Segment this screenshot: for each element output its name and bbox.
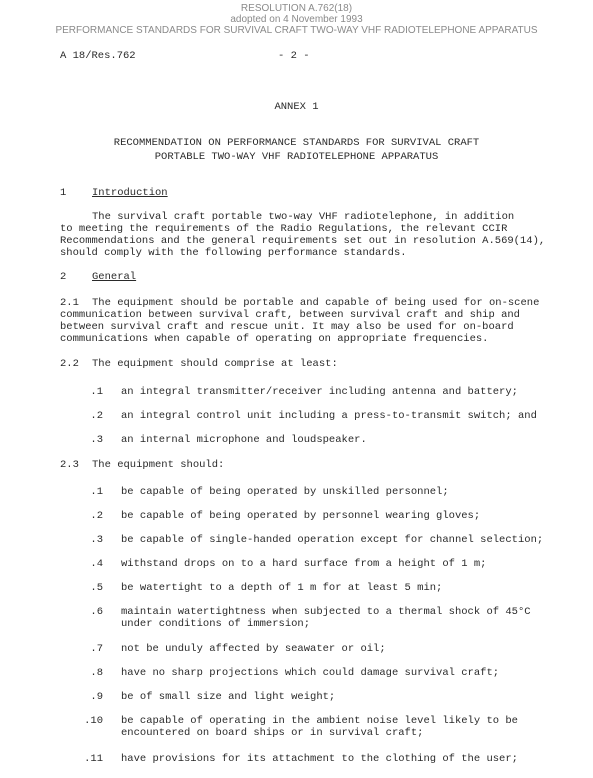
- annex-heading: ANNEX 1: [274, 101, 319, 113]
- para-2-2-number: 2.2: [60, 358, 79, 370]
- list-item: maintain watertightness when subjected to a thermal shock of 45°C: [121, 606, 531, 618]
- list-item: be capable of operating in the ambient noise level likely to be: [121, 715, 518, 727]
- intro-line-1: The survival craft portable two-way VHF radiotelephone, in addition: [92, 211, 515, 223]
- banner-subject: PERFORMANCE STANDARDS FOR SURVIVAL CRAFT TWO-WAY VHF RADIOTELEPHONE APPARATUS: [55, 25, 538, 36]
- page-number: - 2 -: [278, 50, 310, 62]
- list-item: be watertight to a depth of 1 m for at least 5 min;: [121, 582, 443, 594]
- list-item-number: .3: [90, 534, 103, 546]
- title-line-1: RECOMMENDATION ON PERFORMANCE STANDARDS FOR SURVIVAL CRAFT: [113, 137, 480, 149]
- intro-line-3: Recommendations and the general requirements set out in resolution A.569(14),: [60, 235, 546, 247]
- list-item-number: .3: [90, 434, 103, 446]
- list-item: be capable of single-handed operation except for channel selection;: [121, 534, 544, 546]
- list-item-number: .5: [90, 582, 103, 594]
- para-2-1-line-4: communications when capable of operating on appropriate frequencies.: [60, 333, 489, 345]
- list-item: be of small size and light weight;: [121, 691, 336, 703]
- list-item: an integral control unit including a press-to-transmit switch; and: [121, 410, 537, 422]
- intro-line-4: should comply with the following performance standards.: [60, 247, 407, 259]
- para-2-1-line-1: The equipment should be portable and capable of being used for on-scene: [92, 297, 540, 309]
- section-2-heading: General: [92, 271, 137, 283]
- list-item-number: .10: [84, 715, 103, 727]
- list-item-number: .6: [90, 606, 103, 618]
- list-item: an integral transmitter/receiver including antenna and battery;: [121, 386, 518, 398]
- list-item-number: .2: [90, 410, 103, 422]
- banner-resolution: RESOLUTION A.762(18): [240, 3, 353, 14]
- list-item-number: .8: [90, 667, 103, 679]
- list-item: withstand drops on to a hard surface from a height of 1 m;: [121, 558, 487, 570]
- list-item-number: .2: [90, 510, 103, 522]
- intro-line-2: to meeting the requirements of the Radio Regulations, the relevant CCIR: [60, 223, 508, 235]
- list-item-continuation: encountered on board ships or in survival craft;: [121, 727, 424, 739]
- list-item: have no sharp projections which could damage survival craft;: [121, 667, 500, 679]
- section-2-number: 2: [60, 271, 67, 283]
- title-line-2: PORTABLE TWO-WAY VHF RADIOTELEPHONE APPARATUS: [154, 151, 439, 163]
- list-item-number: .7: [90, 643, 103, 655]
- list-item-number: .4: [90, 558, 103, 570]
- para-2-1-line-3: between survival craft and rescue unit. It may also be used for on-board: [60, 321, 514, 333]
- list-item: be capable of being operated by personnel wearing gloves;: [121, 510, 481, 522]
- list-item-number: .11: [84, 753, 103, 765]
- list-item: an internal microphone and loudspeaker.: [121, 434, 367, 446]
- list-item: not be unduly affected by seawater or oil;: [121, 643, 386, 655]
- list-item-number: .1: [90, 486, 103, 498]
- para-2-1-number: 2.1: [60, 297, 79, 309]
- section-1-heading: Introduction: [92, 187, 168, 199]
- list-item-number: .9: [90, 691, 103, 703]
- para-2-3-text: The equipment should:: [92, 459, 225, 471]
- document-reference: A 18/Res.762: [60, 50, 136, 62]
- list-item-continuation: under conditions of immersion;: [121, 618, 311, 630]
- para-2-3-number: 2.3: [60, 459, 79, 471]
- list-item: have provisions for its attachment to the clothing of the user;: [121, 753, 518, 765]
- para-2-2-text: The equipment should comprise at least:: [92, 358, 338, 370]
- list-item-number: .1: [90, 386, 103, 398]
- section-1-number: 1: [60, 187, 67, 199]
- list-item: be capable of being operated by unskilled personnel;: [121, 486, 449, 498]
- para-2-1-line-2: communication between survival craft, between survival craft and ship and: [60, 309, 520, 321]
- banner-adopted-date: adopted on 4 November 1993: [230, 14, 363, 25]
